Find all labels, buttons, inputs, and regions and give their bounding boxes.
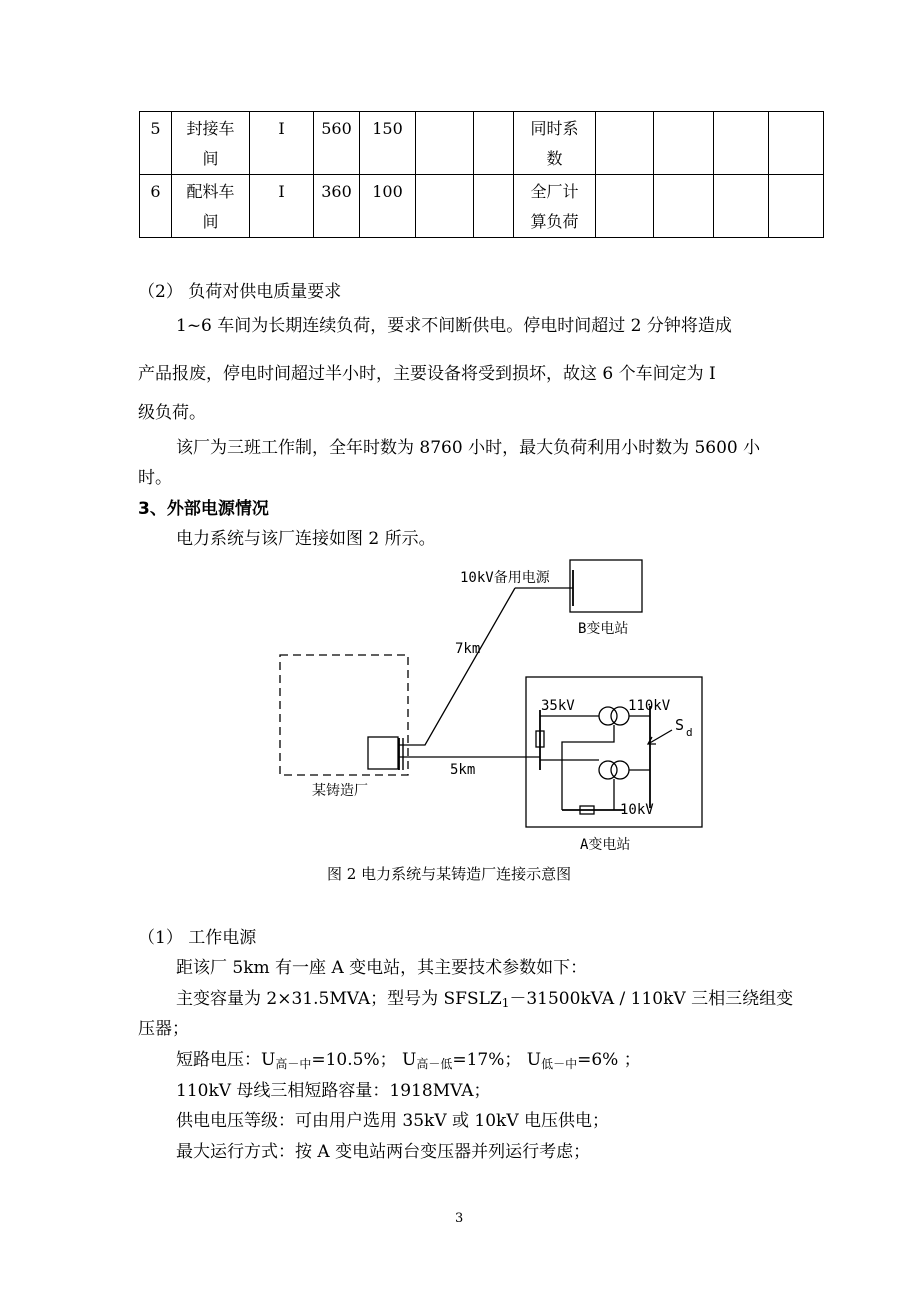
u-label-4: =6% ； [577,1050,641,1070]
label-35kv: 35kV [541,698,575,714]
section-2-title: （2） 负荷对供电质量要求 [138,282,342,302]
page-number: 3 [455,1211,464,1226]
label-110kv: 110kV [628,698,671,714]
label-factory: 某铸造厂 [312,783,368,799]
figure-caption: 图 2 电力系统与某铸造厂连接示意图 [327,865,572,883]
param-line-6: 供电电压等级：可由用户选用 35kV 或 10kV 电压供电； [176,1111,610,1131]
section-3-heading: 3、外部电源情况 [138,499,269,519]
table-cell: 全厂计 算负荷 [514,175,596,238]
factory-inner-box [368,737,398,769]
u-label-1: 短路电压：U [176,1050,276,1070]
table-cell: I [250,175,314,238]
u-label-2: =10.5%； U [311,1050,417,1070]
table-cell: 150 [360,112,416,175]
table-cell: 6 [140,175,172,238]
table-cell: 100 [360,175,416,238]
label-a-station: A变电站 [580,837,631,853]
param-line-5: 110kV 母线三相短路容量：1918MVA； [176,1081,491,1101]
b-station-box [570,560,642,612]
param-line-2-a: 主变容量为 2×31.5MVA；型号为 SFSLZ [176,989,502,1009]
u-sub-3: 低－中 [541,1057,578,1071]
param-line-3: 压器； [138,1019,189,1039]
label-7km: 7km [455,641,481,657]
label-backup-source: 10kV备用电源 [460,570,550,586]
label-sd-subscript: d [686,726,693,739]
table-cell: 5 [140,112,172,175]
label-5km: 5km [450,762,476,778]
section-3-intro: 电力系统与该厂连接如图 2 所示。 [176,529,436,549]
param-line-7: 最大运行方式：按 A 变电站两台变压器并列运行考虑； [176,1142,591,1162]
u-label-3: =17%； U [452,1050,542,1070]
table-cell: 封接车 间 [172,112,250,175]
para-1-line-3: 级负荷。 [138,403,206,423]
param-line-4 [176,1049,641,1072]
table-cell: 配料车 间 [172,175,250,238]
param-line-2 [176,988,793,1011]
u-sub-2: 高－低 [416,1057,453,1071]
param-line-1: 距该厂 5km 有一座 A 变电站，其主要技术参数如下： [176,958,588,978]
param-line-2-sub: 1 [501,996,510,1010]
table-cell: 同时系 数 [514,112,596,175]
section-3-1-title: （1） 工作电源 [138,928,257,948]
table-cell: I [250,112,314,175]
label-10kv: 10kV [620,802,654,818]
table-cell: 360 [314,175,360,238]
para-1-line-1: 1~6 车间为长期连续负荷，要求不间断供电。停电时间超过 2 分钟将造成 [176,316,732,336]
factory-box [280,655,408,775]
para-2-line-1: 该厂为三班工作制，全年时数为 8760 小时，最大负荷利用小时数为 5600 小 [176,438,761,458]
u-sub-1: 高－中 [275,1057,312,1071]
para-2-line-2: 时。 [138,468,172,488]
table-cell: 560 [314,112,360,175]
label-sd: S [675,716,685,734]
param-line-2-b: －31500kVA / 110kV 三相三绕组变 [509,989,794,1009]
label-b-station: B变电站 [578,621,629,637]
para-1-line-2: 产品报废，停电时间超过半小时，主要设备将受到损坏，故这 6 个车间定为 I [138,364,716,384]
